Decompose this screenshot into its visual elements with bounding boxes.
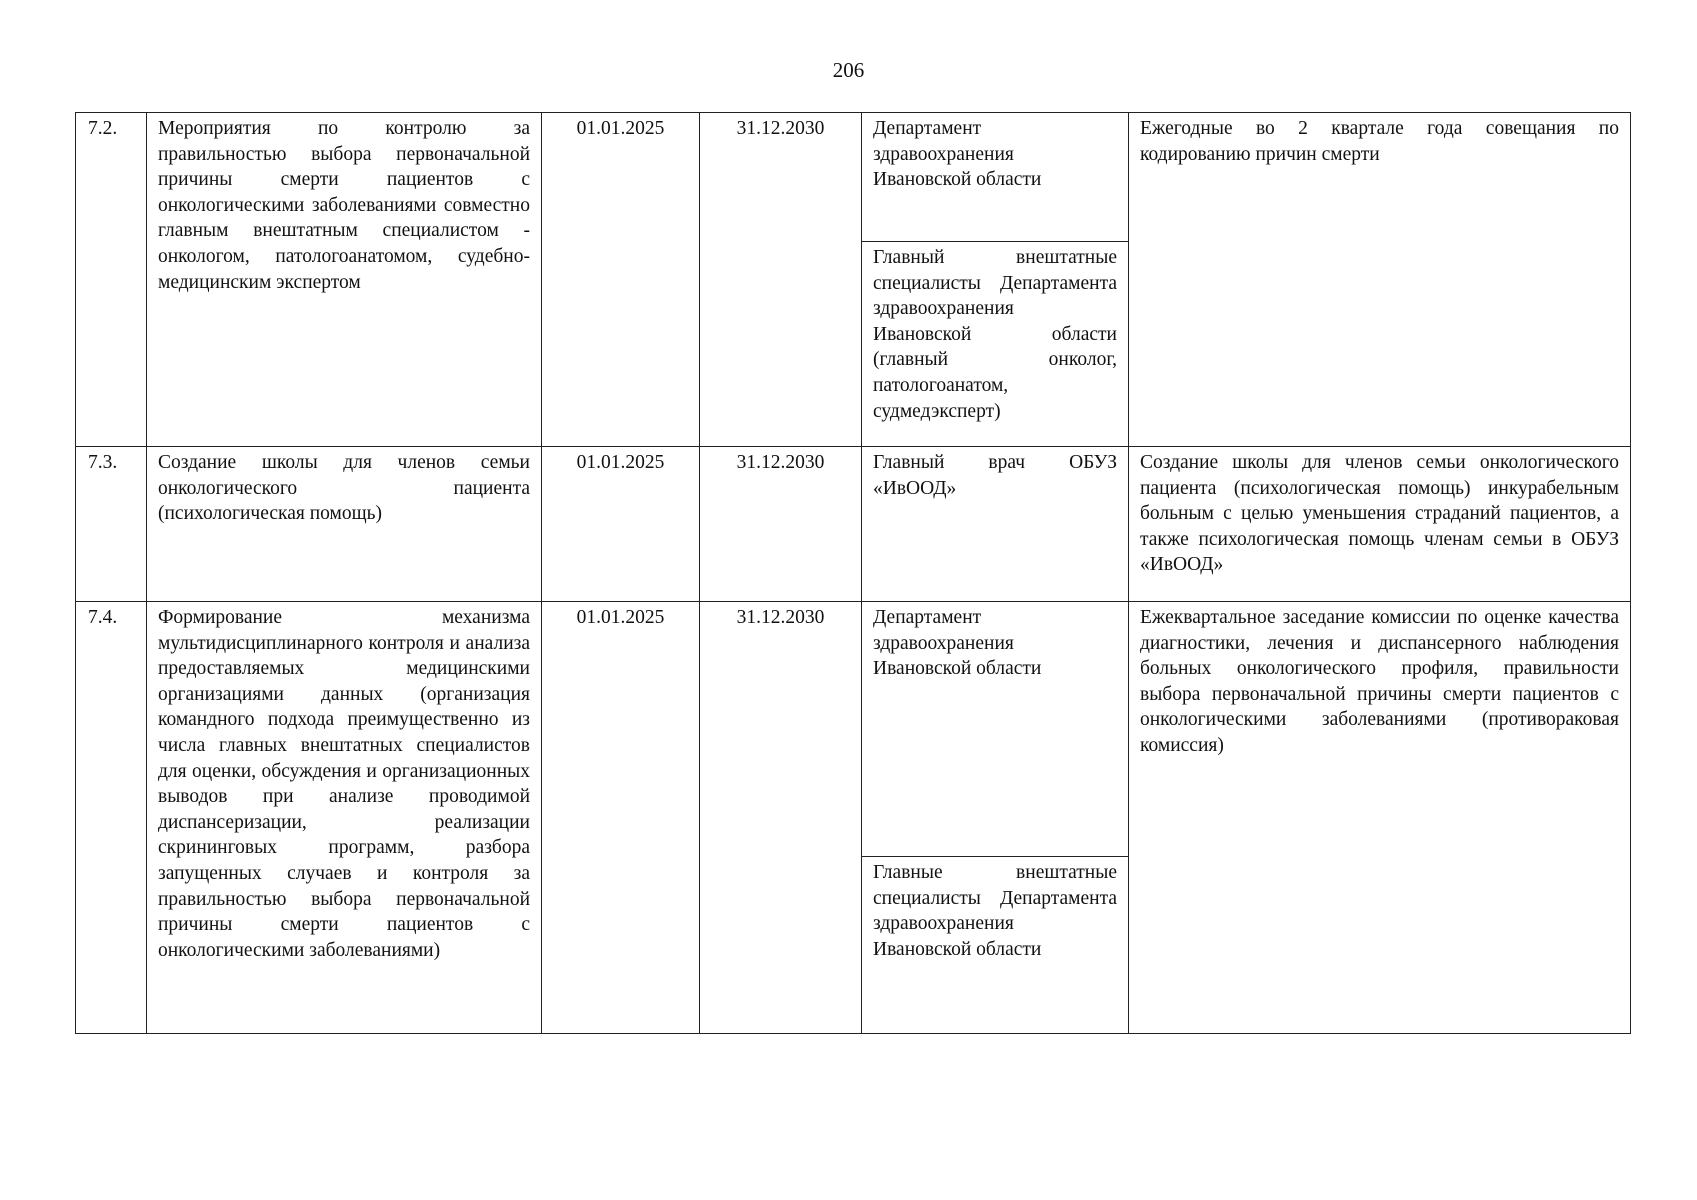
end-date-cell: 31.12.2030	[700, 602, 862, 1034]
responsible-cell	[862, 602, 1129, 1034]
row-number: 7.3.	[76, 447, 147, 602]
result-cell: Создание школы для членов семьи онкологического пациента (психологическая помощь) инкурабельным больным с целью уменьшения страданий пациентов, а также психологическая помощь членам семьи в ОБУЗ «ИвООД»	[1129, 447, 1631, 602]
row-number: 7.4.	[76, 602, 147, 1034]
activity-cell: Формирование механизма мультидисциплинарного контроля и анализа предоставляемых медицинскими организациями данных (организация командного подхода преимущественно из числа главных внештатных специалистов для оценки, обсуждения и организационных выводов при анализе проводимой диспансеризации, реализации скрининговых программ, разбора запущенных случаев и контроля за правильностью выбора первоначальной причины смерти пациентов с онкологическими заболеваниями)	[147, 602, 542, 1034]
responsible-party: Главные внештатные специалисты Департамента здравоохранения Ивановской области	[862, 856, 1128, 1033]
measures-table	[75, 112, 1631, 1034]
responsible-cell: Главный врач ОБУЗ «ИвООД»	[862, 447, 1129, 602]
result-cell: Ежеквартальное заседание комиссии по оценке качества диагностики, лечения и диспансерного наблюдения больных онкологического профиля, правильности выбора первоначальной причины смерти пациентов с онкологическими заболеваниями (противораковая комиссия)	[1129, 602, 1631, 1034]
activity-cell: Создание школы для членов семьи онкологического пациента (психологическая помощь)	[147, 447, 542, 602]
result-cell: Ежегодные во 2 квартале года совещания по кодированию причин смерти	[1129, 113, 1631, 447]
responsible-party: Департамент здравоохранения Ивановской области	[873, 607, 1042, 680]
end-date-cell: 31.12.2030	[700, 447, 862, 602]
row-number: 7.2.	[76, 113, 147, 447]
table-row	[76, 447, 1631, 602]
page-number: 206	[832, 58, 865, 82]
responsible-party: Департамент здравоохранения Ивановской области	[873, 118, 1042, 191]
table-row	[76, 602, 1631, 1034]
responsible-cell	[862, 113, 1129, 447]
start-date-cell: 01.01.2025	[542, 447, 700, 602]
start-date-cell: 01.01.2025	[542, 113, 700, 447]
responsible-party: Главный внештатные специалисты Департамента здравоохранения Ивановской области (главный онколог, патологоанатом, судмедэксперт)	[862, 241, 1128, 446]
end-date-cell: 31.12.2030	[700, 113, 862, 447]
table-row	[76, 113, 1631, 447]
activity-cell: Мероприятия по контролю за правильностью выбора первоначальной причины смерти пациентов с онкологическими заболеваниями совместно главным внештатным специалистом - онкологом, патологоанатомом, судебно-медицинским экспертом	[147, 113, 542, 447]
start-date-cell: 01.01.2025	[542, 602, 700, 1034]
